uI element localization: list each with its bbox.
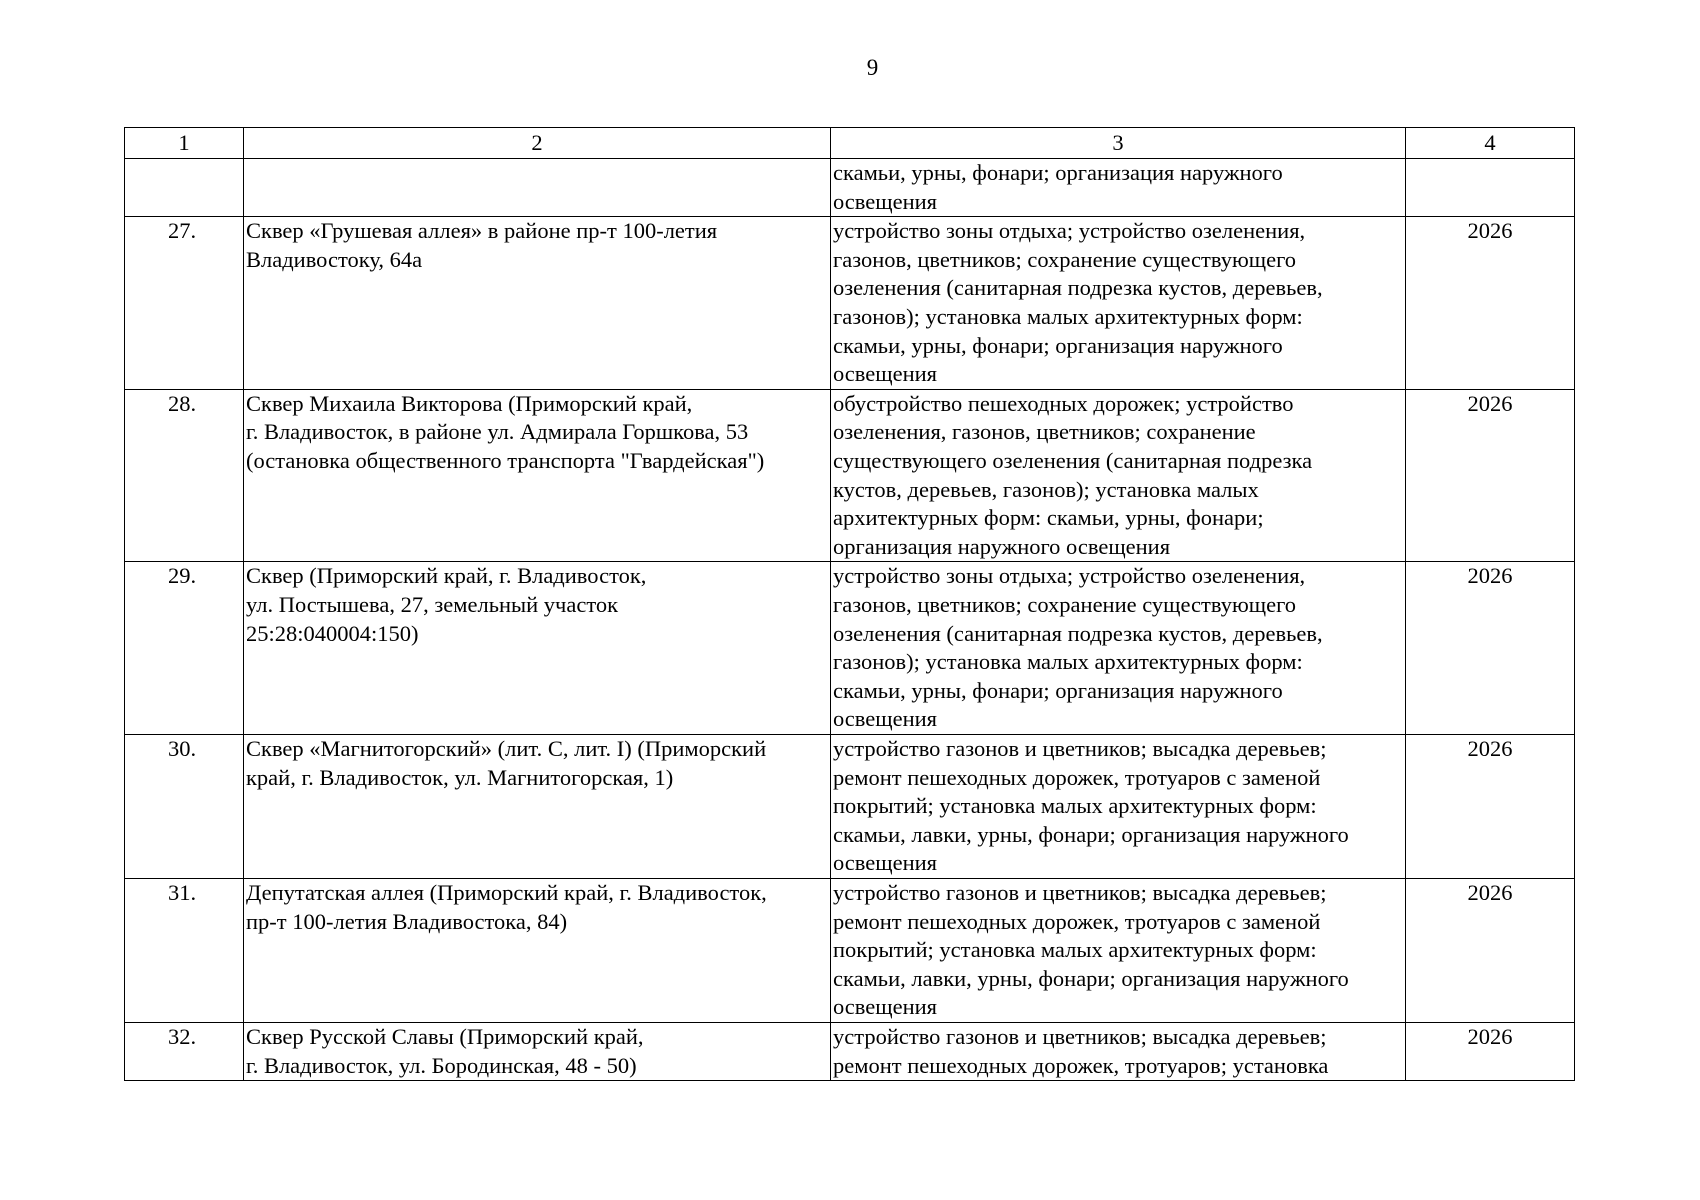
header-cell: 1 <box>125 128 244 159</box>
works-description-line: газонов, цветников; сохранение существующего <box>833 591 1297 617</box>
table-row <box>125 562 1575 735</box>
object-name-line: 25:28:040004:150) <box>246 620 419 646</box>
object-name-line: Сквер Русской Славы (Приморский край, <box>246 1023 644 1049</box>
object-name-cell <box>244 389 831 562</box>
year-cell: 2026 <box>1406 878 1575 1022</box>
works-description-line: скамьи, урны, фонари; организация наружного <box>833 332 1283 358</box>
object-name-cell <box>244 734 831 878</box>
year-cell: 2026 <box>1406 1022 1575 1080</box>
projects-table <box>124 127 1575 1081</box>
works-description-line: ремонт пешеходных дорожек, тротуаров с заменой <box>833 908 1321 934</box>
works-description-cell <box>831 734 1406 878</box>
object-name-line: Сквер «Грушевая аллея» в районе пр-т 100-летия <box>246 218 718 244</box>
works-description-cell <box>831 217 1406 390</box>
page-number: 9 <box>866 55 879 80</box>
table-header-row <box>125 128 1575 159</box>
works-description-cell <box>831 562 1406 735</box>
row-number-cell: 32. <box>125 1022 244 1080</box>
year-cell <box>1406 159 1575 217</box>
works-description-line: освещения <box>833 361 938 387</box>
table-row <box>125 159 1575 217</box>
works-description-line: освещения <box>833 188 938 214</box>
table-row <box>125 389 1575 562</box>
works-description-line: покрытий; установка малых архитектурных форм: <box>833 793 1317 819</box>
table-row <box>125 734 1575 878</box>
works-description-line: скамьи, лавки, урны, фонари; организация наружного <box>833 821 1349 847</box>
works-description-line: устройство зоны отдыха; устройство озеленения, <box>833 563 1306 589</box>
year-cell: 2026 <box>1406 734 1575 878</box>
works-description-line: скамьи, урны, фонари; организация наружного <box>833 160 1283 185</box>
works-description-line: организация наружного освещения <box>833 533 1171 559</box>
works-description-line: освещения <box>833 994 938 1020</box>
works-description-line: озеленения (санитарная подрезка кустов, деревьев, <box>833 620 1323 646</box>
object-name-line: г. Владивосток, в районе ул. Адмирала Горшкова, 53 <box>246 419 749 445</box>
object-name-line: пр-т 100-летия Владивостока, 84) <box>246 908 568 934</box>
works-description-line: устройство зоны отдыха; устройство озеленения, <box>833 218 1306 244</box>
works-description-line: ремонт пешеходных дорожек, тротуаров; установка <box>833 1052 1329 1078</box>
object-name-line: (остановка общественного транспорта "Гвардейская") <box>246 447 765 473</box>
works-description-line: устройство газонов и цветников; высадка деревьев; <box>833 879 1327 905</box>
row-number-cell <box>125 159 244 217</box>
works-description-line: архитектурных форм: скамьи, урны, фонари; <box>833 505 1264 531</box>
object-name-cell <box>244 217 831 390</box>
works-description-line: покрытий; установка малых архитектурных форм: <box>833 937 1317 963</box>
works-description-line: озеленения (санитарная подрезка кустов, деревьев, <box>833 275 1323 301</box>
object-name-line: Сквер (Приморский край, г. Владивосток, <box>246 563 647 589</box>
object-name-line: Сквер «Магнитогорский» (лит. С, лит. I) (Приморский <box>246 735 767 761</box>
row-number-cell: 27. <box>125 217 244 390</box>
header-cell: 2 <box>244 128 831 159</box>
works-description-line: скамьи, урны, фонари; организация наружного <box>833 677 1283 703</box>
row-number-cell: 31. <box>125 878 244 1022</box>
object-name-line: край, г. Владивосток, ул. Магнитогорская, 1) <box>246 764 674 790</box>
object-name-line: Депутатская аллея (Приморский край, г. Владивосток, <box>246 879 767 905</box>
works-description-line: кустов, деревьев, газонов); установка малых <box>833 476 1259 502</box>
works-description-line: устройство газонов и цветников; высадка деревьев; <box>833 735 1327 761</box>
object-name-cell <box>244 1022 831 1080</box>
works-description-line: устройство газонов и цветников; высадка деревьев; <box>833 1023 1327 1049</box>
table-row <box>125 1022 1575 1080</box>
row-number-cell: 29. <box>125 562 244 735</box>
row-number-cell: 28. <box>125 389 244 562</box>
works-description-line: обустройство пешеходных дорожек; устройство <box>833 390 1294 416</box>
works-description-line: освещения <box>833 850 938 876</box>
table-row <box>125 878 1575 1022</box>
works-description-cell <box>831 159 1406 217</box>
works-description-cell <box>831 389 1406 562</box>
year-cell: 2026 <box>1406 562 1575 735</box>
object-name-line: Владивостоку, 64а <box>246 246 423 272</box>
object-name-cell <box>244 562 831 735</box>
works-description-line: существующего озеленения (санитарная подрезка <box>833 447 1313 473</box>
works-description-line: освещения <box>833 706 938 732</box>
works-description-line: скамьи, лавки, урны, фонари; организация наружного <box>833 965 1349 991</box>
year-cell: 2026 <box>1406 217 1575 390</box>
year-cell: 2026 <box>1406 389 1575 562</box>
object-name-cell <box>244 159 831 217</box>
header-cell: 4 <box>1406 128 1575 159</box>
object-name-line: ул. Постышева, 27, земельный участок <box>246 591 619 617</box>
object-name-line: г. Владивосток, ул. Бородинская, 48 - 50) <box>246 1052 637 1078</box>
object-name-line: Сквер Михаила Викторова (Приморский край, <box>246 390 693 416</box>
header-cell: 3 <box>831 128 1406 159</box>
object-name-cell <box>244 878 831 1022</box>
works-description-line: газонов, цветников; сохранение существующего <box>833 246 1297 272</box>
works-description-cell <box>831 878 1406 1022</box>
works-description-cell <box>831 1022 1406 1080</box>
works-description-line: газонов); установка малых архитектурных форм: <box>833 303 1303 329</box>
row-number-cell: 30. <box>125 734 244 878</box>
table-row <box>125 217 1575 390</box>
works-description-line: газонов); установка малых архитектурных форм: <box>833 649 1303 675</box>
works-description-line: озеленения, газонов, цветников; сохранение <box>833 419 1256 445</box>
works-description-line: ремонт пешеходных дорожек, тротуаров с заменой <box>833 764 1321 790</box>
